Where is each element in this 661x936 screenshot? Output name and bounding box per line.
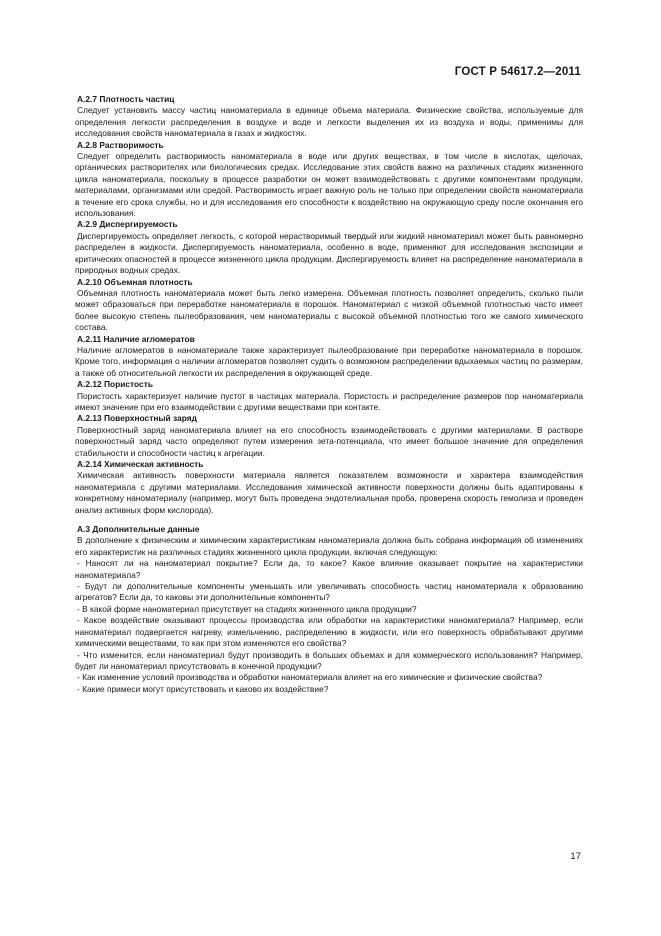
- section-heading: А.2.10 Объемная плотность: [77, 276, 193, 287]
- section-additional-data: [75, 524, 583, 695]
- section-heading: А.2.12 Пористость: [77, 379, 153, 390]
- section-heading: А.2.11 Наличие агломератов: [77, 333, 195, 344]
- section-heading: А.2.8 Растворимость: [77, 139, 164, 150]
- list-item: - В какой форме наноматериал присутствует на стадиях жизненного цикла продукции?: [77, 603, 417, 614]
- section-agglomerates: [75, 334, 583, 380]
- section-heading: А.3 Дополнительные данные: [77, 524, 200, 535]
- standard-code: ГОСТ Р 54617.2—2011: [454, 66, 581, 78]
- list-item: - Какие примеси могут присутствовать и каково их воздействие?: [77, 683, 329, 694]
- paragraph: В дополнение к физическим и химическим характеристикам наноматериала должна быть собрана информация об изменениях его характеристик на различных стадиях жизненного цикла продукции, включая следующую:: [75, 535, 583, 557]
- paragraph: Химическая активность поверхности материала является показателем возможности и характера взаимодействия наноматериала с другими материалами. Исследования химической активности поверхности должны быть адаптированы к конкретному наноматериалу (например, могут быть проведена эндотелиальная проба, проверена скорость гемолиза и проведен анализ активных форм кислорода).: [75, 470, 583, 515]
- paragraph: Пористость характеризует наличие пустот в частицах материала. Пористость и распределение размеров пор наноматериала имеют значение при его взаимодействии с другими веществами при контакте.: [75, 390, 583, 412]
- paragraph: Поверхностный заряд наноматериала влияет на его способность взаимодействовать с другими материалами. В растворе поверхностный заряд часто определяют путем измерения зета-потенциала, что имеет большое значение для определения стабильности и способности частиц к агрегации.: [75, 424, 583, 458]
- list-item: - Что изменится, если наноматериал будут производить в больших объемах и для коммерческого использования? Например, будет ли наноматериал присутствовать в конечной продукции?: [75, 649, 583, 671]
- section-heading: А.2.13 Поверхностный заряд: [77, 413, 197, 424]
- section-solubility: [75, 140, 583, 220]
- section-heading: А.2.14 Химическая активность: [77, 459, 204, 469]
- section-bulk-density: [75, 277, 583, 334]
- paragraph: Следует установить массу частиц наноматериала в единице объема материала. Физические свойства, используемые для определения легкости распределения в воздухе и воде и легкости выделения их из воздуха и воды, применимы для исследования свойств наноматериала в газах и жидкостях.: [75, 105, 583, 139]
- section-dispersibility: [75, 219, 583, 276]
- document-body: [75, 94, 583, 695]
- section-heading: А.2.7 Плотность частиц: [77, 94, 175, 104]
- section-heading: А.2.9 Диспергируемость: [77, 219, 178, 230]
- section-surface-charge: [75, 413, 583, 459]
- section-porosity: [75, 379, 583, 413]
- paragraph: Наличие агломератов в наноматериале также характеризует пылеобразование при переработке наноматериала в порошок. Кроме того, информация о наличии агломератов позволяет судить о возможном распределении вдыхаемых частиц по размерам, а также об относительной легкости их распределения в окружающей среде.: [75, 344, 583, 378]
- list-item: - Какое воздействие оказывают процессы производства или обработки на характеристики наноматериала? Например, если наноматериал подвергается нагреву, измельчению, распределению в жидкости, или его поверхность обрабатывают другими химическими веществами, то как при этом изменяются его свойства?: [75, 615, 583, 649]
- list-item: - Наносят ли на наноматериал покрытие? Если да, то какое? Какое влияние оказывает покрытие на характеристики наноматериала?: [75, 558, 583, 580]
- list-item: - Как изменение условий производства и обработки наноматериала влияет на его химические и физические свойства?: [77, 672, 543, 683]
- paragraph: Объемная плотность наноматериала может быть легко измерена. Объемная плотность позволяет определить, сколько пыли может образоваться при переработке наноматериала в порошок. Наноматериал с низкой объемной плотностью часто имеет более высокую степень пылеобразования, чем наноматериалы с высокой объемной плотностью того же самого химического состава.: [75, 287, 583, 333]
- page-number: 17: [570, 851, 581, 862]
- paragraph: Диспергируемость определяет легкость, с которой нерастворимый твердый или жидкий наноматериал может быть равномерно распределен в жидкости. Диспергируемость наноматериала, особенно в воде, применяют для исследования экспозиции и критических опасностей в процессе жизненного цикла продукции. Диспергируемость влияет на распределение наноматериала в природных водных средах.: [75, 230, 583, 276]
- section-chemical-activity: [75, 459, 583, 516]
- paragraph: Следует определить растворимость наноматериала в воде или других веществах, в том числе в кислотах, щелочах, органических растворителях или биологических средах. Исследование этих свойств важно на различных стадиях жизненного цикла наноматериала, поскольку в процессе разработки он может взаимодействовать с другими компонентами продукции, материалами, организмами или средой. Растворимость играет важную роль не только при определении свойств наноматериала в течение его срока службы, но и для исследования его способности к воздействию на окружающую среду после окончания его использования.: [75, 151, 583, 219]
- list-item: - Будут ли дополнительные компоненты уменьшать или увеличивать способность частиц наноматериала к образованию агрегатов? Если да, то каковы эти дополнительные компоненты?: [75, 581, 583, 603]
- section-density: [75, 94, 583, 140]
